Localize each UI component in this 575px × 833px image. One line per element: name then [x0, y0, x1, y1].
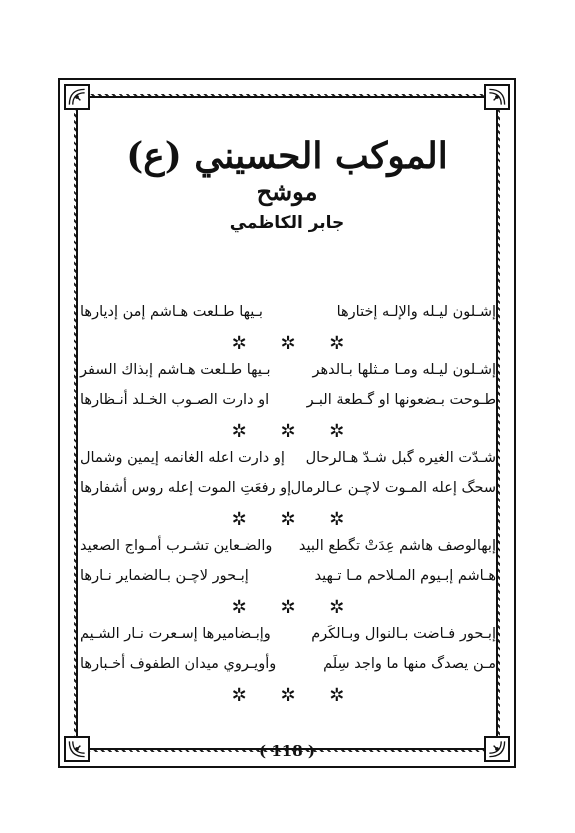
verse-second-hemistich: وأويـروي ميدان الطفوف أخـبارها — [80, 656, 277, 672]
corner-flourish-icon — [484, 84, 510, 110]
page-number: ( 118 ) — [259, 742, 315, 760]
verse-line — [78, 622, 498, 652]
page-subtitle: موشح — [256, 177, 318, 206]
poem-body — [78, 300, 498, 710]
page-title: الموكب الحسيني (ع) — [126, 135, 448, 177]
verse-first-hemistich: طـوحت بـضعونها او گـطعة البـر — [306, 392, 496, 408]
verse-first-hemistich: مـن يصدگ منها ما واجد سِلَم — [323, 656, 496, 672]
verse-first-hemistich: شـدّت الغيره گبل شـدّ هـالرحال — [305, 450, 496, 466]
verse-line — [78, 300, 498, 330]
verse-line — [78, 358, 498, 388]
stanza-separator-stars: ✲ ✲ ✲ — [231, 597, 359, 618]
verse-first-hemistich: هـاشم إبـيوم المـلاحم مـا تـهيد — [314, 568, 496, 584]
stanza-separator-stars: ✲ ✲ ✲ — [231, 421, 359, 442]
verse-second-hemistich: والضـعاين تشـرب أمـواج الصعيد — [80, 538, 273, 554]
verse-second-hemistich: إو دارت اعله الغانمه إيمين وشمال — [80, 450, 285, 466]
verse-first-hemistich: إشـلون ليـله ومـا مـثلها بـالدهر — [312, 362, 496, 378]
verse-first-hemistich: إشـلون ليـله والإلـه إختارها — [336, 304, 496, 320]
verse-line — [78, 652, 498, 682]
verse-second-hemistich: وإبـضاميرها إسـعرت نـار الشـيم — [80, 626, 271, 642]
stanza-separator-stars: ✲ ✲ ✲ — [231, 509, 359, 530]
verse-second-hemistich: بـيها طـلعت هـاشم إبذاك السفر — [80, 362, 271, 378]
verse-line — [78, 564, 498, 594]
verse-first-hemistich: سحگ إعله المـوت لاچـن عـالرمال — [290, 480, 496, 496]
verse-first-hemistich: إبـحور فـاضت بـالنوال وبـالكَرم — [311, 626, 496, 642]
verse-second-hemistich: إو رفعَتِ الموت إعله روس أشفارها — [80, 480, 292, 496]
verse-line — [78, 476, 498, 506]
corner-flourish-icon — [64, 84, 90, 110]
heading-block — [76, 136, 498, 234]
verse-second-hemistich: او دارت الصـوب الخـلد أنـظارها — [80, 392, 270, 408]
verse-line — [78, 446, 498, 476]
verse-first-hemistich: إبهالوصف هاشم عِدَتْ تگطع البيد — [298, 538, 496, 554]
verse-second-hemistich: إبـحور لاچـن بـالضماير نـارها — [80, 568, 249, 584]
author-name: جابر الكاظمي — [229, 213, 345, 233]
stanza-separator-stars: ✲ ✲ ✲ — [231, 685, 359, 706]
verse-second-hemistich: بـيها طـلعت هـاشم إمن إديارها — [80, 304, 263, 320]
verse-line — [78, 388, 498, 418]
stanza-separator-stars: ✲ ✲ ✲ — [231, 333, 359, 354]
verse-line — [78, 534, 498, 564]
